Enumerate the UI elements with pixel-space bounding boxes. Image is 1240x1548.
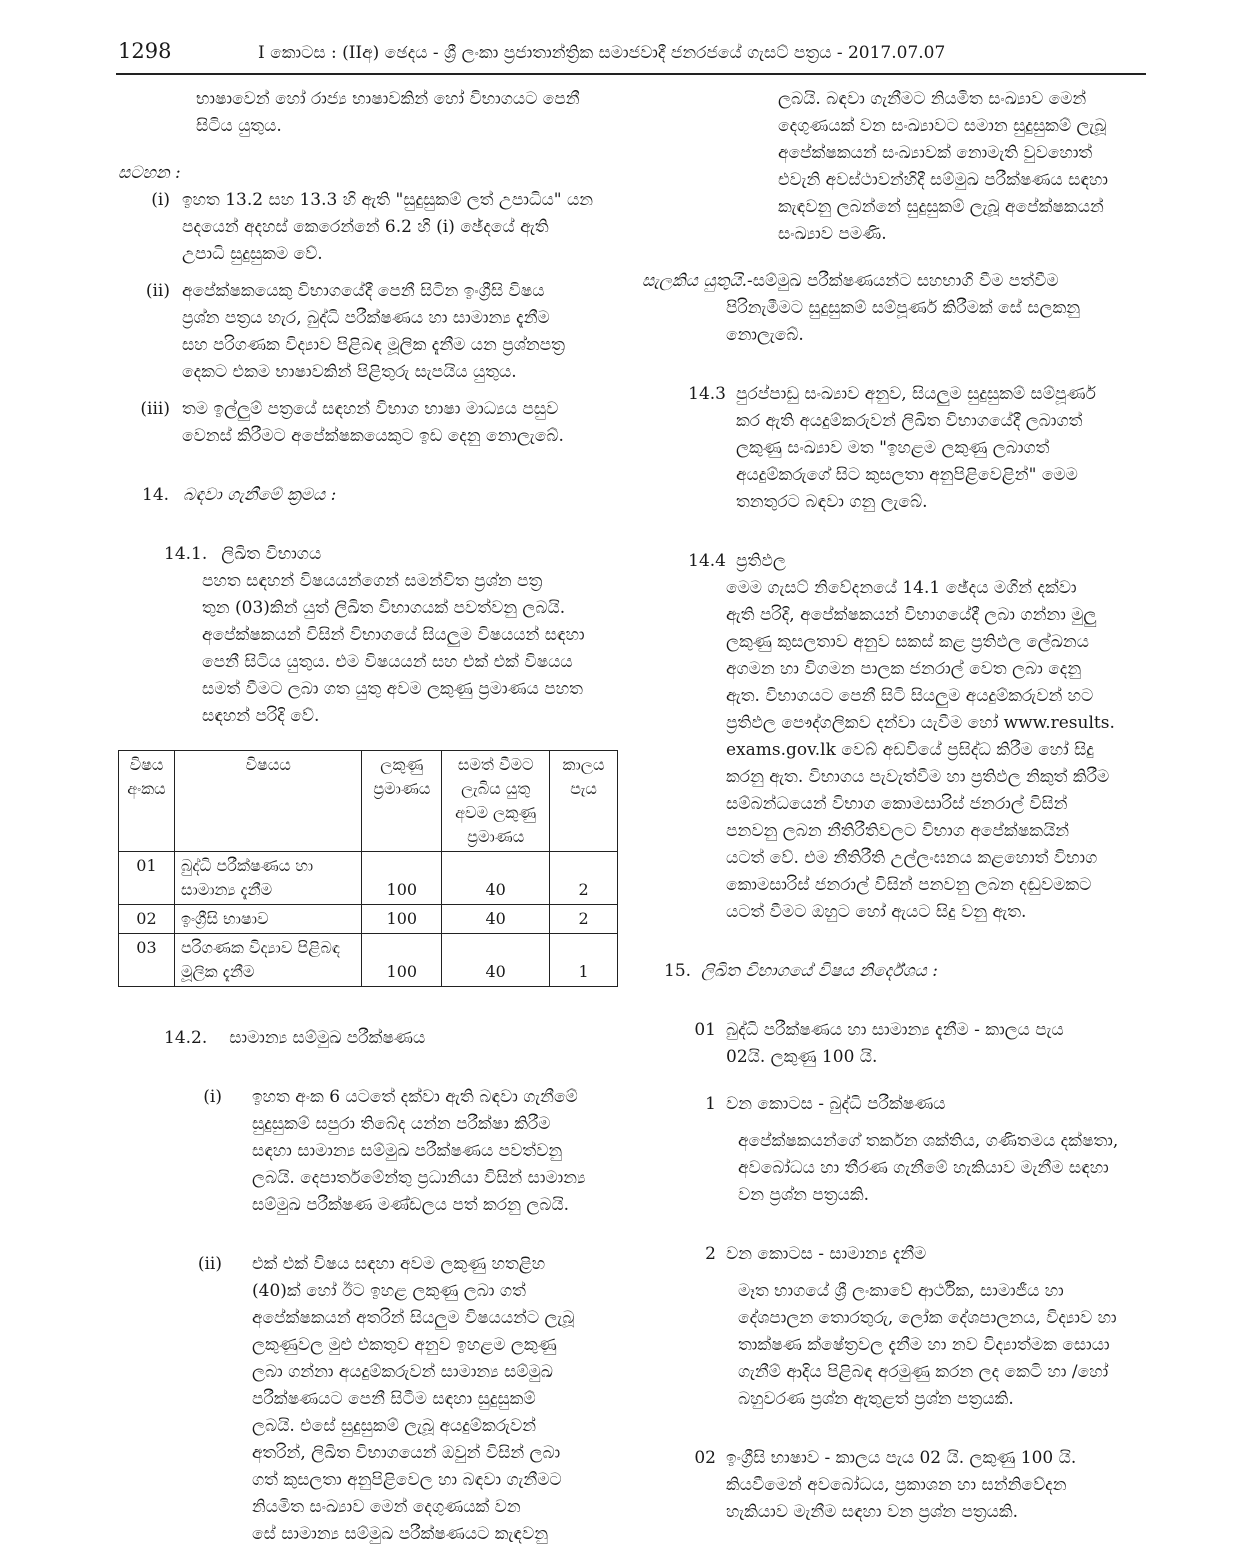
section-number: 14.1. — [164, 544, 208, 564]
section-number: 15. — [664, 961, 692, 981]
text-line: සේ සාමාන්‍ය සම්මුඛ පරීක්ෂණයට කැඳවනු — [252, 1524, 548, 1544]
section-15-heading — [642, 958, 1147, 985]
table-row — [119, 934, 618, 987]
text-line: සම්මුඛ පරීක්ෂණ මණ්ඩලය පත් කරනු ලබයි. — [252, 1195, 570, 1215]
table-cell: 2 — [550, 852, 618, 905]
table-cell: පරිගණක විද්‍යාව පිළිබඳ මූලික දැනීම — [174, 934, 361, 987]
note-number: (ii) — [145, 281, 170, 301]
table-cell: 40 — [442, 905, 550, 934]
text-line: තනතුරට බඳවා ගනු ලැබේ. — [736, 492, 928, 512]
part-1-heading — [642, 1091, 1147, 1118]
section-141-heading — [118, 541, 618, 568]
text-line: පෙනී සිටිය යුතුය. එම විෂයයන් සහ එක් එක් විෂයය — [202, 652, 573, 672]
text-line: කැඳවනු ලබන්නේ සුදුසුකම් ලැබූ අපේක්ෂකයන් — [778, 197, 1104, 217]
text-line: ලකුණුවල මුළු එකතුව අනුව ඉහළම ලකුණු — [252, 1335, 557, 1355]
section-14-heading — [118, 482, 618, 509]
text-line: අතරින්, ලිඛිත විභාගයෙන් ඔවුන් විසින් ලබා — [252, 1443, 561, 1463]
text-line: අපේක්ෂකයන් අතරින් සියලුම විෂයයන්ට ලැබූ — [252, 1308, 575, 1328]
text-line: සමත් වීමට ලබා ගත යුතු අවම ලකුණු ප්‍රමාණය පහත — [202, 679, 583, 699]
text-line: බහුවරණ ප්‍රශ්න ඇතුළත් ප්‍රශ්න පත්‍රයකි. — [738, 1389, 1014, 1409]
text-line: ලබයි. එසේ සුදුසුකම් ලැබූ අයදුම්කරුවන් — [252, 1416, 537, 1436]
table-cell: 100 — [362, 852, 442, 905]
item-number: (i) — [203, 1087, 222, 1107]
syllabus-item-02 — [642, 1445, 1147, 1526]
table-cell: ඉංග්‍රීසි භාෂාව — [174, 905, 361, 934]
text-line: උපාධි සුදුසුකම වේ. — [182, 244, 323, 264]
text-line: කොමසාරිස් ජනරාල් විසින් පනවනු ලබන දඬුවමකට — [726, 875, 1092, 895]
text-line: ලබා ගන්නා අයදුම්කරුවන් සාමාන්‍ය සම්මුඛ — [252, 1362, 553, 1382]
left-column — [118, 86, 618, 1548]
table-cell: 100 — [362, 905, 442, 934]
text-line: පරීක්ෂණයට පෙනී සිටීම සඳහා සුදුසුකම් — [252, 1389, 536, 1409]
text-line: අගමන හා විගමන පාලක ජනරාල් වෙත ලබා දෙනු — [726, 659, 1082, 679]
header-rule — [116, 73, 1146, 75]
text-line: සංඛ්‍යාව පමණි. — [778, 224, 887, 244]
text-line: වන ප්‍රශ්න පත්‍රයකි. — [738, 1185, 870, 1205]
item-number: 1 — [705, 1094, 716, 1114]
section-142-item — [118, 1084, 618, 1219]
text-line: දෙගුණයක් වන සංඛ්‍යාවට සමාන සුදුසුකම් ලැබූ — [778, 116, 1107, 136]
table-cell: 40 — [442, 852, 550, 905]
text-line: පනවනු ලබන නීතිරීතිවලට විභාග අපේක්ෂකයින් — [726, 821, 1070, 841]
continuation-paragraph — [642, 86, 1147, 248]
note-item — [118, 278, 618, 386]
part-1-body — [642, 1128, 1147, 1209]
text-line: ගැනීම් ආදිය පිළිබඳ අරමුණු කරන ලද කෙටි හා /හෝ — [738, 1362, 1109, 1382]
text-line: ප්‍රශ්න පත්‍රය හැර, බුද්ධි පරීක්ෂණය හා සාමාන්‍ය දැනීම — [182, 308, 550, 328]
text-line: සම්මුඛ පරීක්ෂණයන්ට සහභාගි වීම පත්වීම — [752, 271, 1059, 291]
text-line: වෙනස් කිරීමට අපේක්ෂකයෙකුට ඉඩ දෙනු නොලැබේ. — [182, 426, 564, 446]
text-line: සිටිය යුතුය. — [196, 116, 282, 136]
text-line: පිරිනැමීමට සුදුසුකම් සම්පූර්ණ කිරීමක් සේ සලකනු — [726, 298, 1081, 318]
table-cell: 1 — [550, 934, 618, 987]
section-number: 14. — [142, 485, 170, 505]
text-line: සහ පරිගණක විද්‍යාව පිළිබඳ මූලික දැනීම යන ප්‍රශ්නපත්‍ර — [182, 335, 565, 355]
text-line: (40)ක් හෝ ඊට ඉහළ ලකුණු ලබා ගත් — [252, 1281, 526, 1301]
section-141-body — [118, 568, 618, 730]
section-number: 14.4 — [688, 551, 726, 571]
page-number: 1298 — [118, 39, 172, 63]
table-cell: 100 — [362, 934, 442, 987]
text-line: තම ඉල්ලුම් පත්‍රයේ සඳහන් විභාග භාෂා මාධ්‍යය පසුව — [182, 399, 559, 419]
text-line: පහත සඳහන් විෂයයන්ගෙන් සමන්විත ප්‍රශ්න පත්‍ර — [202, 571, 543, 591]
section-title: ලිඛිත විභාගය — [221, 544, 322, 564]
text-line: තුන (03)කින් යුත් ලිඛිත විභාගයක් පවත්වනු ලබයි. — [202, 598, 566, 618]
text-line: exams.gov.lk වෙබ් අඩවියේ ප්‍රසිද්ධ කිරීම හෝ සිදු — [726, 740, 1094, 760]
text-line: ඉහත අංක 6 යටතේ දක්වා ඇති බඳවා ගැනීමේ — [252, 1087, 578, 1107]
text-line: සම්බන්ධයෙන් විභාග කොමසාරිස් ජනරාල් විසින් — [726, 794, 1068, 814]
text-line: ඇත. විභාගයට පෙනී සිටි සියලුම අයදුම්කරුවන් හට — [726, 686, 1094, 706]
column-header: විෂයය — [174, 751, 361, 852]
table-cell: 2 — [550, 905, 618, 934]
text-line: සඳහා සාමාන්‍ය සම්මුඛ පරීක්ෂණය පවත්වනු — [252, 1141, 563, 1161]
table-cell: 03 — [119, 934, 175, 987]
text-line: කර ඇති අයදුම්කරුවන් ලිඛිත විභාගයේදී ලබාගත් — [736, 411, 1083, 431]
note-item — [118, 396, 618, 450]
table-cell: බුද්ධි පරීක්ෂණය හා සාමාන්‍ය දැනීම — [174, 852, 361, 905]
text-line: ඉහත 13.2 සහ 13.3 හි ඇති "සුදුසුකම් ලත් උපාධිය" යන — [182, 190, 594, 210]
text-line: දෙකට එකම භාෂාවකින් පිළිතුරු සැපයිය යුතුය. — [182, 362, 517, 382]
part-title: වන කොටස - බුද්ධි පරීක්ෂණය — [726, 1094, 946, 1114]
item-number: 01 — [694, 1020, 716, 1040]
text-line: 02යි. ලකුණු 100 යි. — [726, 1047, 878, 1067]
text-line: එවැනි අවස්ථාවන්හිදී සම්මුඛ පරීක්ෂණය සඳහා — [778, 170, 1108, 190]
subjects-table — [118, 750, 618, 987]
text-line: පුරප්පාඩු සංඛ්‍යාව අනුව, සියලුම සුදුසුකම් සම්පූර්ණ — [736, 384, 1096, 404]
section-title: බඳවා ගැනීමේ ක්‍රමය : — [183, 485, 337, 505]
text-line: නොලැබේ. — [726, 325, 804, 345]
text-line: ලකුණු කුසලතාව අනුව සකස් කළ ප්‍රතිඵල ලේඛනය — [726, 632, 1089, 652]
column-header: ලකුණු ප්‍රමාණය — [362, 751, 442, 852]
text-line: ලකුණු සංඛ්‍යාව මත "ඉහළම ලකුණු ලබාගත් — [736, 438, 1050, 458]
part-2-heading — [642, 1241, 1147, 1268]
table-cell: 40 — [442, 934, 550, 987]
section-number: 14.3 — [688, 384, 726, 404]
section-title: ලිඛිත විභාගයේ විෂය නිර්දේශය : — [701, 961, 938, 981]
attention-note — [642, 268, 1147, 349]
section-title: ප්‍රතිඵල — [736, 551, 786, 571]
item-number: 02 — [694, 1448, 716, 1468]
text-line: දේශපාලන තොරතුරු, ලෝක දේශපාලනය, විද්‍යාව හා — [738, 1308, 1117, 1328]
note-number: (i) — [151, 190, 170, 210]
section-142-item — [118, 1251, 618, 1548]
right-column — [642, 86, 1147, 1526]
text-line: ප්‍රතිඵල පෞද්ගලිකව දන්වා යැවීම හෝ www.results. — [726, 713, 1115, 733]
text-line: අපේක්ෂකයන්ගේ තර්කන ශක්තිය, ගණිතමය දක්ෂතා, — [738, 1131, 1119, 1151]
section-title: සාමාන්‍ය සම්මුඛ පරීක්ෂණය — [229, 1028, 426, 1048]
section-143 — [642, 381, 1147, 516]
part-2-body — [642, 1278, 1147, 1413]
column-header: සමත් වීමට ලැබිය යුතු අවම ලකුණු ප්‍රමාණය — [442, 751, 550, 852]
text-line: නියමිත සංඛ්‍යාව මෙන් දෙගුණයක් වන — [252, 1497, 521, 1517]
text-line: අපේක්ෂකයන් විසින් විභාගයේ සියලුම විෂයයන් සඳහා — [202, 625, 585, 645]
text-line: කියවීමෙන් අවබෝධය, ප්‍රකාශන හා සන්නිවේදන — [726, 1475, 1067, 1495]
section-142-heading — [118, 1025, 618, 1052]
running-head: I කොටස : (IIඅ) ඡෙදය - ශ්‍රී ලංකා ප්‍රජාතාන්ත්‍රික සමාජවාදී ජනරජයේ ගැසට් පත්‍රය - 2017.07.07 — [258, 43, 946, 63]
text-line: මෙම ගැසට් නිවේදනයේ 14.1 ඡේදය මගින් දක්වා — [726, 578, 1077, 598]
text-line: සඳහන් පරිදි වේ. — [202, 706, 320, 726]
text-line: ගත් කුසලතා අනුපිළිවෙල හා බඳවා ගැනීමට — [252, 1470, 562, 1490]
note-heading: සටහන : — [118, 163, 181, 183]
text-line: කරනු ඇත. විභාගය පැවැත්වීම හා ප්‍රතිඵල නිකුත් කිරීම — [726, 767, 1110, 787]
text-line: ඇති පරිදි, අපේක්ෂකයන් විභාගයේදී ලබා ගන්නා මුලු — [726, 605, 1097, 625]
column-header: කාලය පැය — [550, 751, 618, 852]
text-line: අපේක්ෂකයෙකු විභාගයේදී පෙනී සිටින ඉංග්‍රීසි විෂය — [182, 281, 545, 301]
note-item — [118, 187, 618, 268]
intro-paragraph — [118, 86, 618, 140]
text-line: ලබයි. බඳවා ගැනීමට නියමිත සංඛ්‍යාව මෙන් — [778, 89, 1087, 109]
text-line: යටත් වේ. එම නීතිරීති උල්ලංඝනය කළහොත් විභාග — [726, 848, 1098, 868]
table-cell: 01 — [119, 852, 175, 905]
text-line: ලබයි. දෙපාර්තමේන්තු ප්‍රධානියා විසින් සාමාන්‍ය — [252, 1168, 586, 1188]
text-line: එක් එක් විෂය සඳහා අවම ලකුණු හතළිහ — [252, 1254, 546, 1274]
text-line: අයදුම්කරුගේ සිට කුසලතා අනුපිළිවෙළින්" මෙම — [736, 465, 1078, 485]
text-line: අවබෝධය හා තීරණ ගැනීමේ හැකියාව මැනීම සඳහා — [738, 1158, 1109, 1178]
table-row — [119, 852, 618, 905]
text-line: මෑත භාගයේ ශ්‍රී ලංකාවේ ආර්ථික, සාමාජීය හා — [738, 1281, 1064, 1301]
text-line: සුදුසුකම් සපුරා තිබේද යන්න පරීක්ෂා කිරීම — [252, 1114, 551, 1134]
text-line: භාෂාවෙන් හෝ රාජ්‍ය භාෂාවකින් හෝ විභාගයට පෙනී — [196, 89, 580, 109]
table-cell: 02 — [119, 905, 175, 934]
text-line: බුද්ධි පරීක්ෂණය හා සාමාන්‍ය දැනීම - කාලය පැය — [726, 1020, 1064, 1040]
text-line: තාක්ෂණ ක්ෂේත්‍රවල දැනීම හා නව විද්‍යාත්මක සොයා — [738, 1335, 1110, 1355]
section-number: 14.2. — [164, 1028, 208, 1048]
syllabus-item-01 — [642, 1017, 1147, 1071]
table-row — [119, 905, 618, 934]
section-144-body — [642, 575, 1147, 926]
text-line: අපේක්ෂකයන් සංඛ්‍යාවක් නොමැති වුවහොත් — [778, 143, 1093, 163]
section-144-heading — [642, 548, 1147, 575]
table-header-row — [119, 751, 618, 852]
text-line: හැකියාව මැනීම සඳහා වන ප්‍රශ්න පත්‍රයකි. — [726, 1502, 1019, 1522]
part-title: වන කොටස - සාමාන්‍ය දැනීම — [726, 1244, 927, 1264]
text-line: ඉංග්‍රීසි භාෂාව - කාලය පැය 02 යි. ලකුණු 100 යි. — [726, 1448, 1077, 1468]
note-number: (iii) — [140, 399, 170, 419]
text-line: යටත් වීමට ඔහුට හෝ ඇයට සිදු වනු ඇත. — [726, 902, 1027, 922]
attention-label: සැලකිය යුතුයි.- — [642, 271, 753, 291]
item-number: 2 — [705, 1244, 716, 1264]
column-header: විෂය අංකය — [119, 751, 175, 852]
item-number: (ii) — [197, 1254, 222, 1274]
text-line: පදයෙන් අදහස් කෙරෙන්නේ 6.2 හි (i) ඡේදයේ ඇති — [182, 217, 549, 237]
